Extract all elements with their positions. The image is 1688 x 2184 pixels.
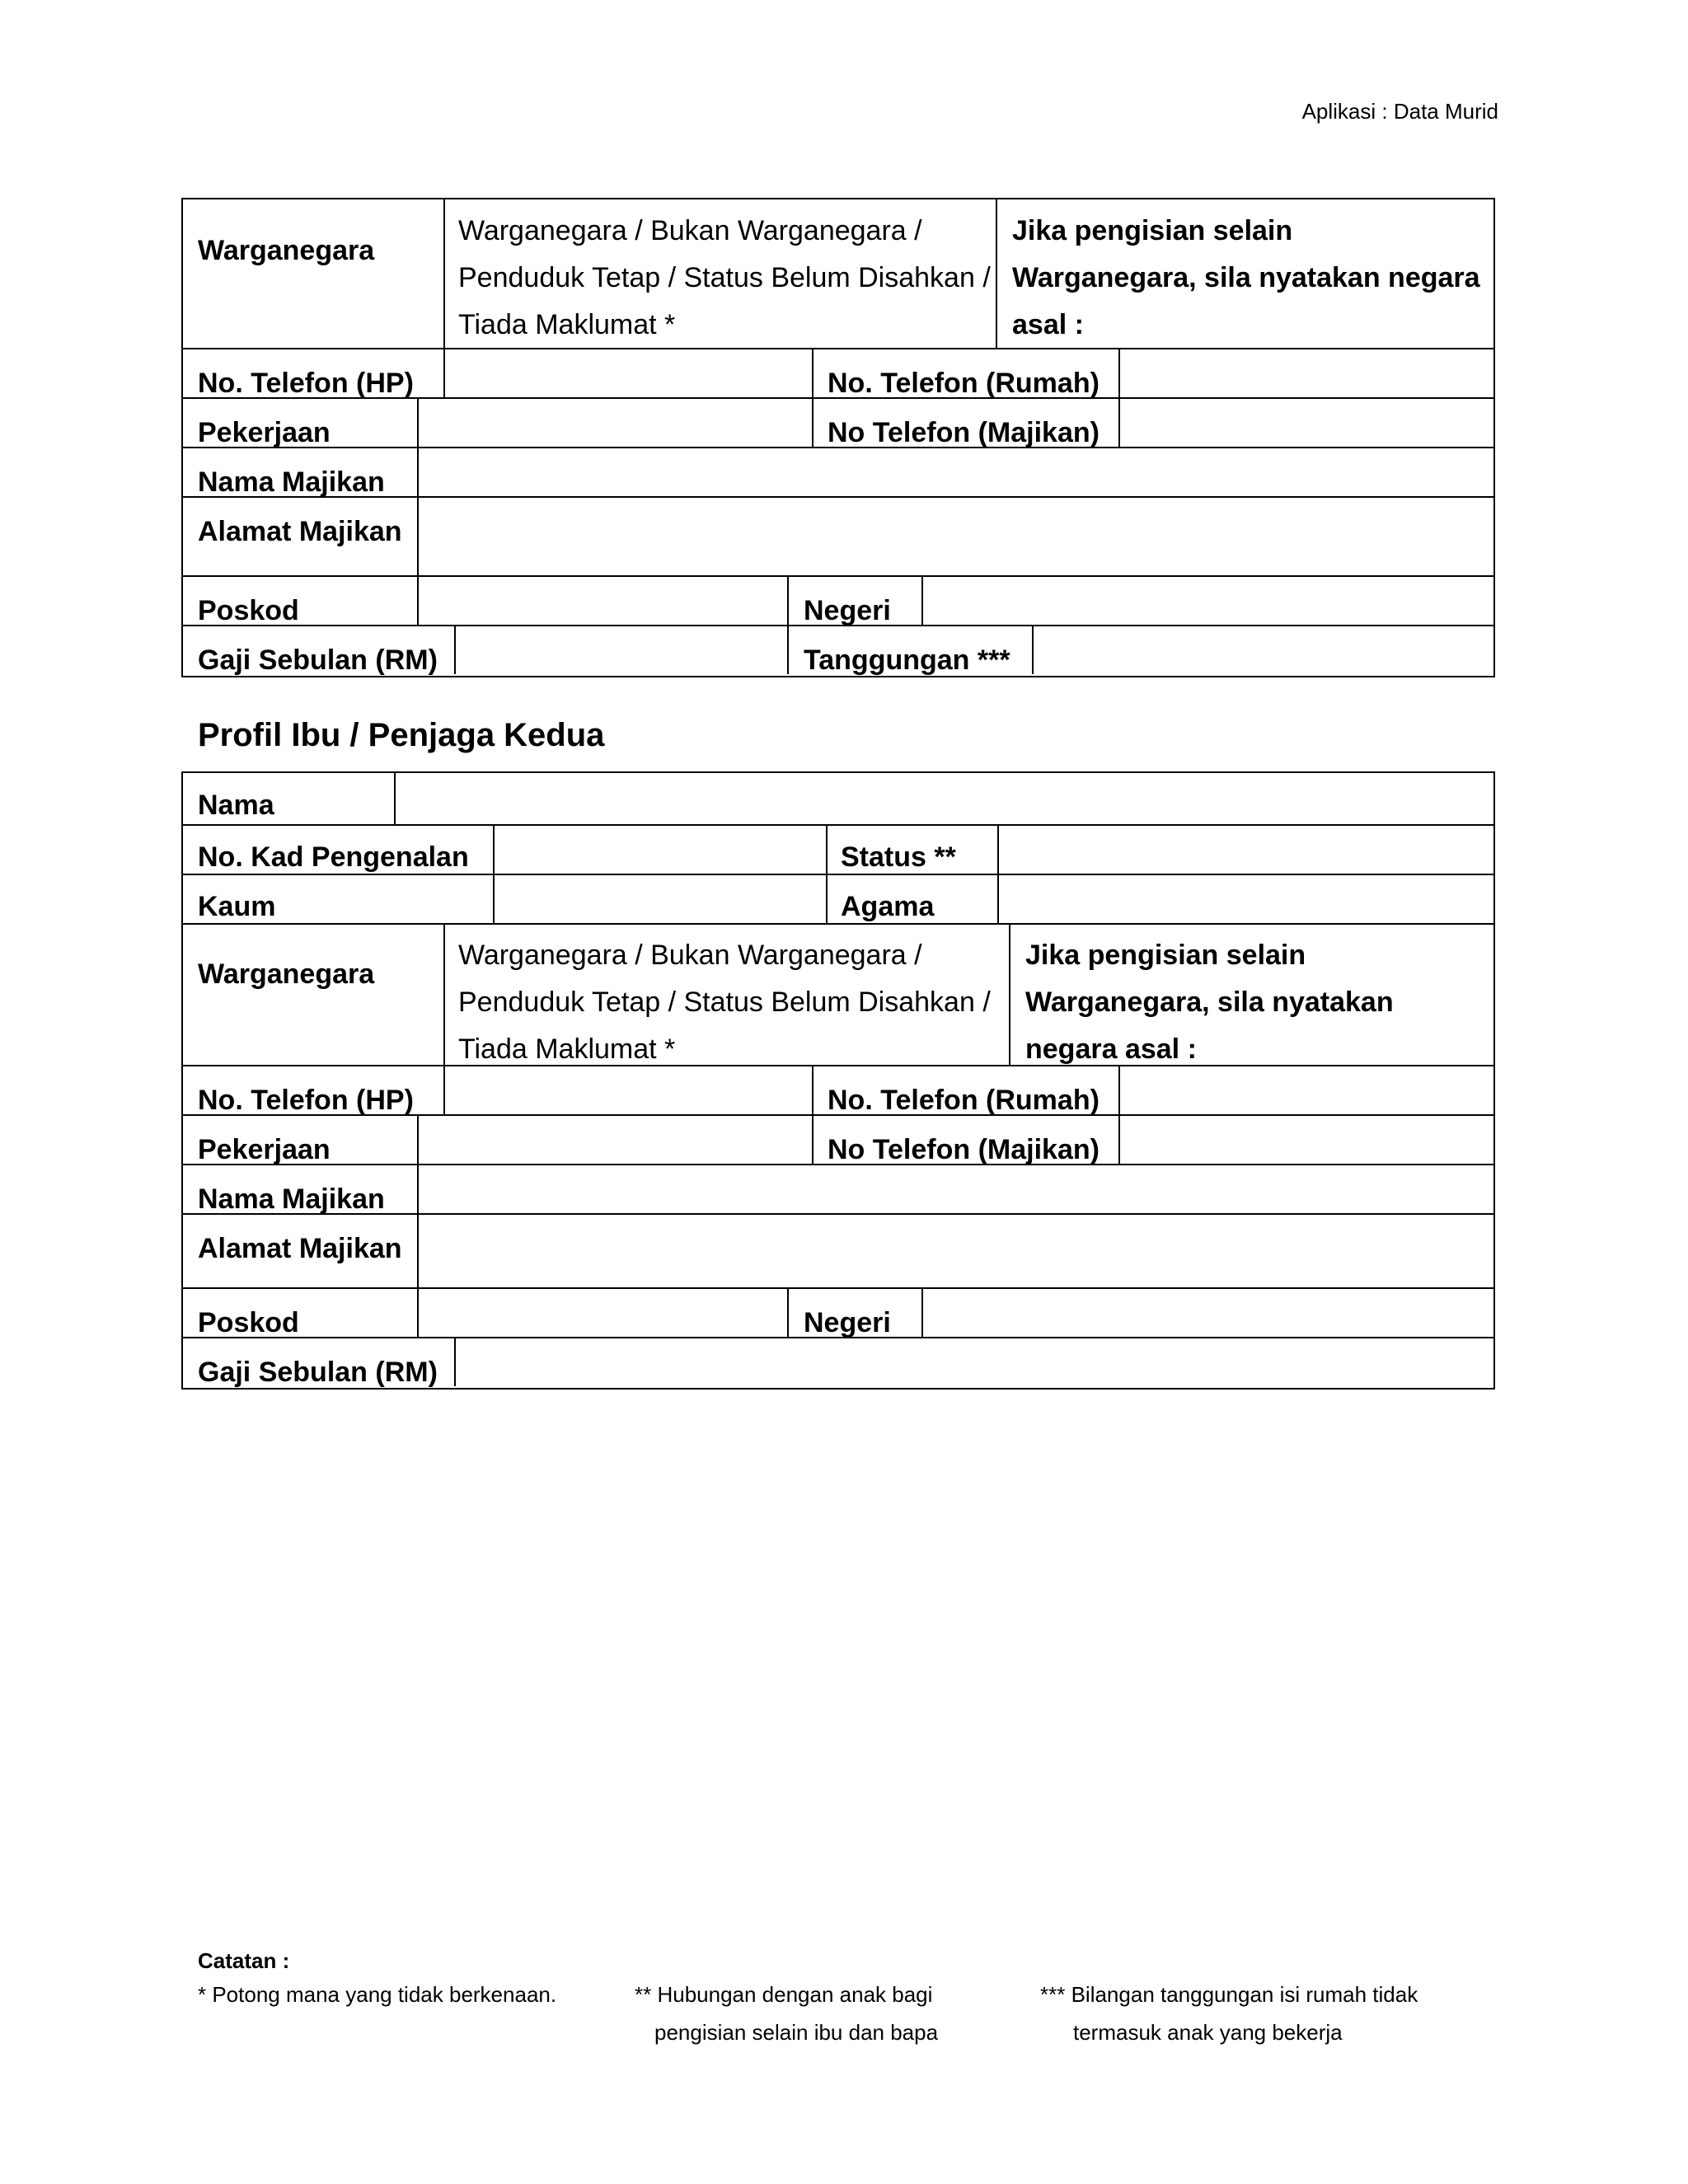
- tel-hp-label: No. Telefon (HP): [198, 368, 414, 399]
- negeri-field[interactable]: [925, 1291, 1490, 1335]
- col-divider: [997, 824, 999, 923]
- row-divider: [181, 348, 1493, 349]
- poskod-label: Poskod: [198, 1307, 299, 1338]
- col-divider: [826, 824, 828, 923]
- col-divider: [394, 771, 396, 824]
- footer-note: ** Hubungan dengan anak bagi: [635, 1982, 933, 2007]
- tanggungan-field[interactable]: [1035, 628, 1490, 673]
- col-divider: [454, 1337, 456, 1386]
- negara-asal-note: Jika pengisian selain: [1025, 940, 1306, 971]
- col-divider: [417, 397, 419, 625]
- gaji-field[interactable]: [457, 1340, 1490, 1385]
- negeri-field[interactable]: [925, 579, 1490, 623]
- negara-asal-note: Warganegara, sila nyatakan: [1025, 987, 1394, 1018]
- alamat-majikan-label: Alamat Majikan: [198, 1233, 402, 1264]
- warganegara-option-line: Penduduk Tetap / Status Belum Disahkan /: [458, 987, 991, 1018]
- nama-majikan-field[interactable]: [420, 1167, 1490, 1212]
- col-divider: [921, 575, 923, 625]
- tel-rumah-label: No. Telefon (Rumah): [828, 1085, 1100, 1116]
- alamat-majikan-field[interactable]: [420, 1216, 1490, 1286]
- gaji-label: Gaji Sebulan (RM): [198, 644, 438, 676]
- pekerjaan-label: Pekerjaan: [198, 1134, 331, 1165]
- nama-majikan-field[interactable]: [420, 450, 1490, 494]
- tel-majikan-label: No Telefon (Majikan): [828, 1134, 1100, 1165]
- kad-pengenalan-field[interactable]: [496, 827, 824, 872]
- warganegara-option-line: Tiada Maklumat *: [458, 1033, 676, 1065]
- tel-hp-field[interactable]: [447, 1068, 810, 1113]
- status-label: Status **: [841, 841, 956, 873]
- status-field[interactable]: [1001, 827, 1490, 872]
- negeri-label: Negeri: [804, 595, 891, 626]
- col-divider: [787, 575, 789, 674]
- pekerjaan-field[interactable]: [420, 1118, 810, 1162]
- col-divider: [1009, 923, 1010, 1065]
- warganegara-option-line: Penduduk Tetap / Status Belum Disahkan /: [458, 262, 991, 293]
- footer-note: * Potong mana yang tidak berkenaan.: [198, 1982, 557, 2007]
- nama-majikan-label: Nama Majikan: [198, 1183, 385, 1215]
- row-divider: [181, 874, 1493, 875]
- poskod-field[interactable]: [420, 579, 785, 623]
- agama-field[interactable]: [1001, 877, 1490, 921]
- negara-asal-note: asal :: [1012, 309, 1084, 340]
- poskod-label: Poskod: [198, 595, 299, 626]
- col-divider: [996, 198, 997, 348]
- col-divider: [1032, 625, 1034, 674]
- tel-rumah-label: No. Telefon (Rumah): [828, 368, 1100, 399]
- nama-label: Nama: [198, 790, 274, 821]
- col-divider: [787, 1287, 789, 1337]
- nama-majikan-label: Nama Majikan: [198, 466, 385, 498]
- pekerjaan-field[interactable]: [420, 401, 810, 445]
- row-divider: [181, 1065, 1493, 1066]
- tel-majikan-field[interactable]: [1122, 401, 1490, 445]
- tel-hp-field[interactable]: [447, 351, 810, 396]
- tanggungan-label: Tanggungan ***: [804, 644, 1010, 676]
- col-divider: [417, 1114, 419, 1337]
- kad-pengenalan-label: No. Kad Pengenalan: [198, 841, 469, 873]
- col-divider: [493, 824, 495, 923]
- negara-asal-note: Warganegara, sila nyatakan negara: [1012, 262, 1480, 293]
- agama-label: Agama: [841, 891, 935, 922]
- footer-note: termasuk anak yang bekerja: [1073, 2020, 1343, 2045]
- warganegara-option-line: Tiada Maklumat *: [458, 309, 676, 340]
- col-divider: [443, 923, 445, 1114]
- app-name: Aplikasi : Data Murid: [1301, 99, 1498, 124]
- tel-rumah-field[interactable]: [1122, 351, 1490, 396]
- col-divider: [921, 1287, 923, 1337]
- col-divider: [812, 348, 814, 447]
- row-divider: [181, 575, 1493, 577]
- gaji-field[interactable]: [457, 628, 785, 673]
- row-divider: [181, 923, 1493, 925]
- col-divider: [1118, 1065, 1120, 1164]
- col-divider: [1118, 348, 1120, 447]
- negeri-label: Negeri: [804, 1307, 891, 1338]
- row-divider: [181, 1287, 1493, 1289]
- footer-note: *** Bilangan tanggungan isi rumah tidak: [1040, 1982, 1418, 2007]
- kaum-label: Kaum: [198, 891, 276, 922]
- tel-hp-label: No. Telefon (HP): [198, 1085, 414, 1116]
- row-divider: [181, 824, 1493, 826]
- warganegara-option-line: Warganegara / Bukan Warganegara /: [458, 940, 922, 971]
- tel-majikan-label: No Telefon (Majikan): [828, 417, 1100, 448]
- warganegara-label: Warganegara: [198, 958, 375, 990]
- col-divider: [443, 348, 445, 397]
- alamat-majikan-field[interactable]: [420, 499, 1490, 574]
- tel-majikan-field[interactable]: [1122, 1118, 1490, 1162]
- section-title: Profil Ibu / Penjaga Kedua: [198, 717, 605, 753]
- alamat-majikan-label: Alamat Majikan: [198, 516, 402, 547]
- col-divider: [454, 625, 456, 674]
- col-divider: [443, 198, 445, 348]
- footer-title: Catatan :: [198, 1948, 290, 1973]
- col-divider: [812, 1065, 814, 1164]
- poskod-field[interactable]: [420, 1291, 785, 1335]
- nama-field[interactable]: [397, 775, 1490, 823]
- pekerjaan-label: Pekerjaan: [198, 417, 331, 448]
- negara-asal-note: negara asal :: [1025, 1033, 1197, 1065]
- footer-note: pengisian selain ibu dan bapa: [654, 2020, 939, 2045]
- tel-rumah-field[interactable]: [1122, 1068, 1490, 1113]
- kaum-field[interactable]: [496, 877, 824, 921]
- negara-asal-note: Jika pengisian selain: [1012, 215, 1293, 246]
- warganegara-label: Warganegara: [198, 235, 375, 266]
- warganegara-option-line: Warganegara / Bukan Warganegara /: [458, 215, 922, 246]
- gaji-label: Gaji Sebulan (RM): [198, 1357, 438, 1388]
